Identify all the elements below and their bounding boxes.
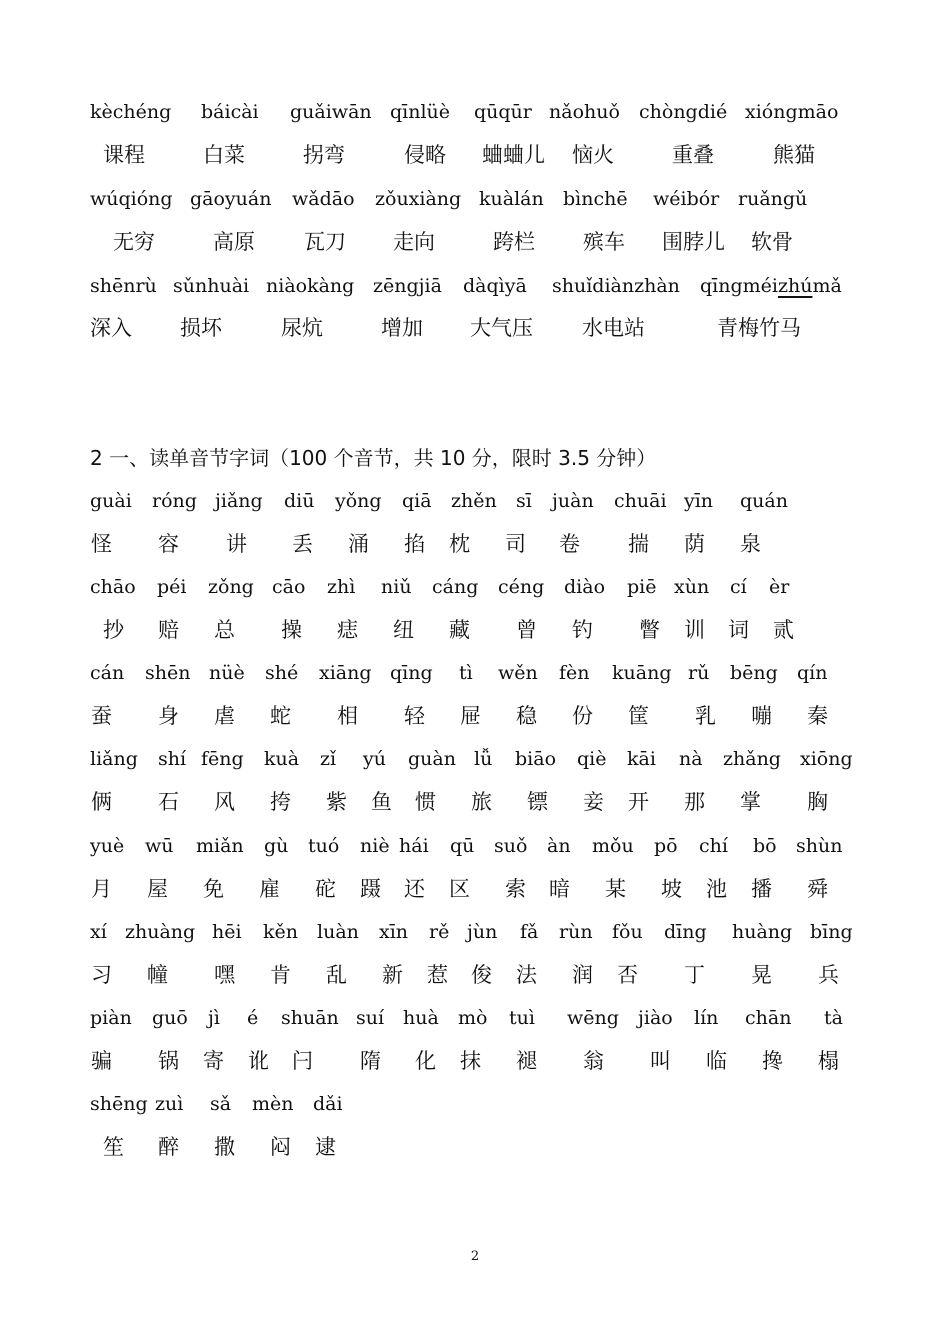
hanzi-char: 卷: [559, 532, 580, 556]
hanzi-word: 白菜: [203, 143, 245, 167]
hanzi-row: [0, 1132, 950, 1162]
hanzi-word: 尿炕: [281, 316, 323, 340]
hanzi-char: 鱼: [371, 790, 392, 814]
pinyin-syllable: chāo: [90, 576, 136, 598]
hanzi-char: 挎: [270, 790, 291, 814]
pinyin-syllable: cí: [730, 576, 747, 598]
hanzi-word: 水电站: [582, 316, 645, 340]
pinyin-syllable: àn: [547, 835, 571, 857]
pinyin-syllable: hái: [399, 835, 429, 857]
hanzi-char: 舜: [807, 877, 828, 901]
hanzi-char: 搀: [762, 1049, 783, 1073]
pinyin-syllable: kuà: [264, 748, 300, 770]
pinyin-word: xióngmāo: [745, 101, 839, 123]
hanzi-char: 习: [91, 963, 112, 987]
pinyin-syllable: é: [247, 1007, 259, 1029]
hanzi-char: 屋: [147, 877, 168, 901]
pinyin-word: bìnchē: [563, 188, 628, 210]
hanzi-char: 雇: [259, 877, 280, 901]
hanzi-char: 俊: [471, 963, 492, 987]
pinyin-syllable: tà: [824, 1007, 843, 1029]
pinyin-syllable: zhuàng: [125, 921, 196, 943]
pinyin-syllable: xiāng: [319, 662, 372, 684]
hanzi-char: 撒: [214, 1135, 235, 1159]
pinyin-syllable: tì: [459, 662, 473, 684]
pinyin-word: wúqióng: [90, 188, 173, 210]
pinyin-syllable: xiōng: [800, 748, 853, 770]
pinyin-word: qīngméizhúmǎ: [700, 275, 842, 297]
pinyin-syllable: kāi: [627, 748, 656, 770]
hanzi-char: 嘣: [751, 704, 772, 728]
hanzi-char: 化: [415, 1049, 436, 1073]
hanzi-char: 晃: [751, 963, 772, 987]
pinyin-word: ruǎngǔ: [738, 188, 808, 210]
hanzi-row: [0, 960, 950, 990]
hanzi-char: 胸: [807, 790, 828, 814]
hanzi-char: 风: [214, 790, 235, 814]
hanzi-word: 殡车: [583, 230, 625, 254]
hanzi-char: 掌: [740, 790, 761, 814]
underlined-syllable: zhú: [777, 275, 813, 297]
pinyin-row: [0, 271, 950, 301]
hanzi-char: 惯: [415, 790, 436, 814]
hanzi-word: 侵略: [404, 143, 446, 167]
pinyin-syllable: shùn: [796, 835, 843, 857]
hanzi-char: 逮: [315, 1135, 336, 1159]
hanzi-char: 抄: [103, 618, 124, 642]
pinyin-syllable: diū: [284, 490, 315, 512]
pinyin-syllable: nüè: [209, 662, 245, 684]
hanzi-word: 重叠: [672, 143, 714, 167]
pinyin-word: niàokàng: [266, 275, 355, 297]
hanzi-char: 开: [628, 790, 649, 814]
hanzi-char: 旅: [471, 790, 492, 814]
pinyin-syllable: qīng: [390, 662, 433, 684]
hanzi-row: [0, 615, 950, 645]
pinyin-syllable: shé: [265, 662, 299, 684]
pinyin-word: kuàlán: [479, 188, 544, 210]
hanzi-row: [0, 701, 950, 731]
pinyin-syllable: niè: [360, 835, 390, 857]
pinyin-syllable: miǎn: [196, 835, 244, 857]
hanzi-char: 索: [505, 877, 526, 901]
hanzi-word: 围脖儿: [662, 230, 725, 254]
pinyin-syllable: mèn: [252, 1093, 294, 1115]
pinyin-syllable: bīng: [810, 921, 853, 943]
hanzi-char: 曾: [516, 618, 537, 642]
hanzi-char: 锅: [158, 1049, 179, 1073]
hanzi-char: 词: [728, 618, 749, 642]
pinyin-syllable: fǒu: [612, 921, 643, 943]
pinyin-syllable: fēng: [201, 748, 244, 770]
pinyin-syllable: cāo: [272, 576, 306, 598]
pinyin-syllable: liǎng: [90, 748, 138, 770]
pinyin-syllable: tuó: [308, 835, 340, 857]
hanzi-char: 紫: [326, 790, 347, 814]
hanzi-char: 坡: [661, 877, 682, 901]
hanzi-char: 稳: [516, 704, 537, 728]
hanzi-char: 司: [505, 532, 526, 556]
pinyin-syllable: suǒ: [494, 835, 528, 857]
pinyin-syllable: xùn: [674, 576, 710, 598]
pinyin-syllable: xīn: [379, 921, 409, 943]
hanzi-char: 骗: [91, 1049, 112, 1073]
pinyin-syllable: piē: [627, 576, 657, 598]
hanzi-word: 深入: [90, 316, 132, 340]
pinyin-syllable: kuāng: [612, 662, 672, 684]
pinyin-syllable: kěn: [263, 921, 298, 943]
hanzi-char: 否: [617, 963, 638, 987]
pinyin-syllable: yīn: [684, 490, 714, 512]
hanzi-char: 榻: [818, 1049, 839, 1073]
hanzi-char: 赔: [158, 618, 179, 642]
hanzi-char: 幢: [147, 963, 168, 987]
pinyin-syllable: fèn: [559, 662, 590, 684]
pinyin-row: [0, 1003, 950, 1033]
hanzi-char: 乳: [695, 704, 716, 728]
hanzi-char: 虐: [214, 704, 235, 728]
hanzi-char: 褪: [516, 1049, 537, 1073]
pinyin-syllable: lín: [694, 1007, 719, 1029]
pinyin-syllable: róng: [152, 490, 197, 512]
pinyin-row: [0, 97, 950, 127]
pinyin-row: [0, 831, 950, 861]
pinyin-syllable: rǔ: [688, 662, 710, 684]
hanzi-char: 新: [382, 963, 403, 987]
section-heading: 2 一、读单音节字词（100 个音节，共 10 分，限时 3.5 分钟）: [90, 446, 657, 470]
pinyin-syllable: jì: [208, 1007, 220, 1029]
hanzi-word: 蛐蛐儿: [482, 143, 545, 167]
hanzi-char: 肯: [270, 963, 291, 987]
hanzi-char: 临: [706, 1049, 727, 1073]
pinyin-word: wǎdāo: [292, 188, 355, 210]
pinyin-syllable: rùn: [559, 921, 593, 943]
hanzi-char: 总: [214, 618, 235, 642]
hanzi-word: 恼火: [572, 143, 614, 167]
hanzi-char: 瞥: [639, 618, 660, 642]
pinyin-syllable: dǎi: [313, 1093, 343, 1115]
hanzi-char: 嘿: [214, 963, 235, 987]
hanzi-row: [0, 787, 950, 817]
hanzi-char: 寄: [203, 1049, 224, 1073]
hanzi-char: 区: [449, 877, 470, 901]
pinyin-syllable: gù: [264, 835, 289, 857]
hanzi-word: 大气压: [470, 316, 533, 340]
pinyin-word: dàqìyā: [463, 275, 527, 297]
hanzi-char: 免: [203, 877, 224, 901]
hanzi-char: 妾: [583, 790, 604, 814]
pinyin-syllable: yǒng: [335, 490, 382, 512]
hanzi-char: 泉: [740, 532, 761, 556]
pinyin-syllable: quán: [740, 490, 788, 512]
hanzi-row: [0, 529, 950, 559]
pinyin-word: zǒuxiàng: [375, 188, 462, 210]
pinyin-syllable: zhì: [327, 576, 356, 598]
pinyin-syllable: suí: [356, 1007, 385, 1029]
hanzi-char: 份: [572, 704, 593, 728]
pinyin-syllable: huàng: [732, 921, 793, 943]
pinyin-word: guǎiwān: [290, 101, 372, 123]
pinyin-syllable: hēi: [212, 921, 242, 943]
hanzi-char: 闩: [292, 1049, 313, 1073]
pinyin-row: [0, 658, 950, 688]
pinyin-syllable: rě: [429, 921, 450, 943]
hanzi-word: 损坏: [180, 316, 222, 340]
pinyin-syllable: diào: [564, 576, 606, 598]
hanzi-char: 隋: [360, 1049, 381, 1073]
hanzi-char: 讹: [248, 1049, 269, 1073]
pinyin-row: [0, 184, 950, 214]
pinyin-word: sǔnhuài: [173, 275, 250, 297]
hanzi-char: 暗: [549, 877, 570, 901]
hanzi-char: 某: [605, 877, 626, 901]
hanzi-word: 增加: [381, 316, 423, 340]
hanzi-char: 容: [158, 532, 179, 556]
hanzi-char: 屉: [460, 704, 481, 728]
hanzi-char: 筐: [628, 704, 649, 728]
pinyin-syllable: guài: [90, 490, 132, 512]
pinyin-syllable: mǒu: [592, 835, 634, 857]
pinyin-syllable: chuāi: [614, 490, 667, 512]
hanzi-word: 课程: [103, 143, 145, 167]
hanzi-char: 砣: [315, 877, 336, 901]
hanzi-char: 纽: [393, 618, 414, 642]
hanzi-char: 轻: [404, 704, 425, 728]
hanzi-char: 抹: [460, 1049, 481, 1073]
pinyin-word: nǎohuǒ: [549, 101, 620, 123]
hanzi-char: 掐: [404, 532, 425, 556]
hanzi-char: 怪: [91, 532, 112, 556]
pinyin-syllable: cáng: [432, 576, 479, 598]
pinyin-syllable: wū: [145, 835, 174, 857]
hanzi-char: 还: [404, 877, 425, 901]
hanzi-char: 乱: [326, 963, 347, 987]
pinyin-syllable: fǎ: [520, 921, 539, 943]
pinyin-syllable: pō: [654, 835, 678, 857]
pinyin-syllable: nà: [679, 748, 703, 770]
hanzi-char: 月: [91, 877, 112, 901]
pinyin-syllable: sǎ: [210, 1093, 232, 1115]
pinyin-row: [0, 744, 950, 774]
hanzi-char: 痣: [337, 618, 358, 642]
pinyin-syllable: shēng: [90, 1093, 148, 1115]
hanzi-char: 池: [706, 877, 727, 901]
hanzi-char: 涌: [348, 532, 369, 556]
pinyin-syllable: luàn: [317, 921, 359, 943]
hanzi-word: 无穷: [113, 230, 155, 254]
pinyin-syllable: lǚ: [474, 748, 493, 770]
hanzi-char: 醉: [158, 1135, 179, 1159]
hanzi-char: 贰: [773, 618, 794, 642]
hanzi-char: 丁: [684, 963, 705, 987]
pinyin-syllable: jiào: [638, 1007, 673, 1029]
page-number: 2: [470, 1249, 480, 1264]
hanzi-char: 蹑: [360, 877, 381, 901]
pinyin-syllable: jiǎng: [215, 490, 263, 512]
pinyin-syllable: zǐ: [320, 748, 337, 770]
pinyin-syllable: zǒng: [208, 576, 254, 598]
hanzi-char: 闷: [270, 1135, 291, 1159]
hanzi-char: 相: [337, 704, 358, 728]
hanzi-char: 蛇: [270, 704, 291, 728]
pinyin-syllable: sī: [516, 490, 532, 512]
hanzi-row: [0, 140, 950, 170]
pinyin-syllable: wěn: [498, 662, 538, 684]
pinyin-syllable: xí: [90, 921, 107, 943]
hanzi-char: 秦: [807, 704, 828, 728]
hanzi-char: 蚕: [91, 704, 112, 728]
pinyin-syllable: yuè: [90, 835, 125, 857]
pinyin-syllable: wēng: [567, 1007, 619, 1029]
pinyin-syllable: chān: [745, 1007, 792, 1029]
hanzi-char: 荫: [684, 532, 705, 556]
pinyin-syllable: shēn: [145, 662, 191, 684]
hanzi-word: 高原: [213, 230, 255, 254]
hanzi-word: 青梅竹马: [717, 316, 801, 340]
pinyin-syllable: shí: [158, 748, 187, 770]
hanzi-word: 拐弯: [303, 143, 345, 167]
pinyin-row: [0, 917, 950, 947]
pinyin-row: [0, 486, 950, 516]
hanzi-char: 笙: [103, 1135, 124, 1159]
hanzi-word: 熊猫: [773, 143, 815, 167]
pinyin-syllable: zhěn: [451, 490, 497, 512]
pinyin-syllable: bēng: [730, 662, 778, 684]
hanzi-char: 训: [684, 618, 705, 642]
pinyin-syllable: niǔ: [381, 576, 412, 598]
hanzi-word: 跨栏: [493, 230, 535, 254]
pinyin-syllable: piàn: [90, 1007, 132, 1029]
hanzi-char: 钓: [572, 618, 593, 642]
hanzi-char: 讲: [226, 532, 247, 556]
pinyin-word: qūqūr: [474, 101, 532, 123]
hanzi-char: 枕: [449, 532, 470, 556]
hanzi-char: 那: [684, 790, 705, 814]
pinyin-syllable: qiā: [402, 490, 432, 512]
pinyin-row: [0, 1089, 950, 1119]
hanzi-row: [0, 313, 950, 343]
hanzi-char: 镖: [527, 790, 548, 814]
pinyin-syllable: tuì: [509, 1007, 535, 1029]
pinyin-word: shuǐdiànzhàn: [552, 275, 680, 297]
hanzi-char: 揣: [628, 532, 649, 556]
pinyin-syllable: dīng: [664, 921, 707, 943]
pinyin-syllable: zuì: [155, 1093, 184, 1115]
pinyin-word: shēnrù: [90, 275, 157, 297]
hanzi-char: 石: [158, 790, 179, 814]
pinyin-word: zēngjiā: [373, 275, 442, 297]
hanzi-char: 身: [158, 704, 179, 728]
pinyin-syllable: guàn: [408, 748, 456, 770]
pinyin-word: wéibór: [653, 188, 720, 210]
hanzi-char: 润: [572, 963, 593, 987]
pinyin-syllable: qiè: [577, 748, 607, 770]
pinyin-syllable: huà: [403, 1007, 439, 1029]
pinyin-syllable: jùn: [467, 921, 498, 943]
hanzi-word: 软骨: [751, 230, 793, 254]
pinyin-syllable: chí: [699, 835, 728, 857]
hanzi-word: 瓦刀: [304, 230, 346, 254]
pinyin-word: báicài: [201, 101, 259, 123]
pinyin-syllable: yú: [363, 748, 386, 770]
pinyin-syllable: céng: [498, 576, 545, 598]
hanzi-char: 叫: [650, 1049, 671, 1073]
pinyin-syllable: bō: [753, 835, 777, 857]
pinyin-row: [0, 572, 950, 602]
hanzi-row: [0, 227, 950, 257]
pinyin-word: kèchéng: [90, 101, 172, 123]
hanzi-char: 播: [751, 877, 772, 901]
hanzi-char: 翁: [583, 1049, 604, 1073]
hanzi-char: 兵: [818, 963, 839, 987]
pinyin-syllable: biāo: [515, 748, 557, 770]
hanzi-char: 俩: [91, 790, 112, 814]
pinyin-syllable: èr: [769, 576, 790, 598]
hanzi-word: 走向: [393, 230, 435, 254]
hanzi-char: 操: [281, 618, 302, 642]
pinyin-syllable: cán: [90, 662, 125, 684]
hanzi-char: 惹: [427, 963, 448, 987]
pinyin-word: chòngdié: [639, 101, 728, 123]
hanzi-char: 丢: [292, 532, 313, 556]
pinyin-syllable: zhǎng: [723, 748, 781, 770]
pinyin-syllable: guō: [152, 1007, 188, 1029]
pinyin-syllable: mò: [458, 1007, 488, 1029]
pinyin-word: qīnlüè: [390, 101, 451, 123]
pinyin-syllable: qín: [797, 662, 828, 684]
pinyin-syllable: péi: [157, 576, 187, 598]
pinyin-word: gāoyuán: [190, 188, 272, 210]
hanzi-row: [0, 874, 950, 904]
pinyin-syllable: juàn: [552, 490, 594, 512]
pinyin-syllable: shuān: [281, 1007, 339, 1029]
hanzi-char: 法: [516, 963, 537, 987]
hanzi-char: 藏: [449, 618, 470, 642]
hanzi-row: [0, 1046, 950, 1076]
pinyin-syllable: qū: [450, 835, 475, 857]
